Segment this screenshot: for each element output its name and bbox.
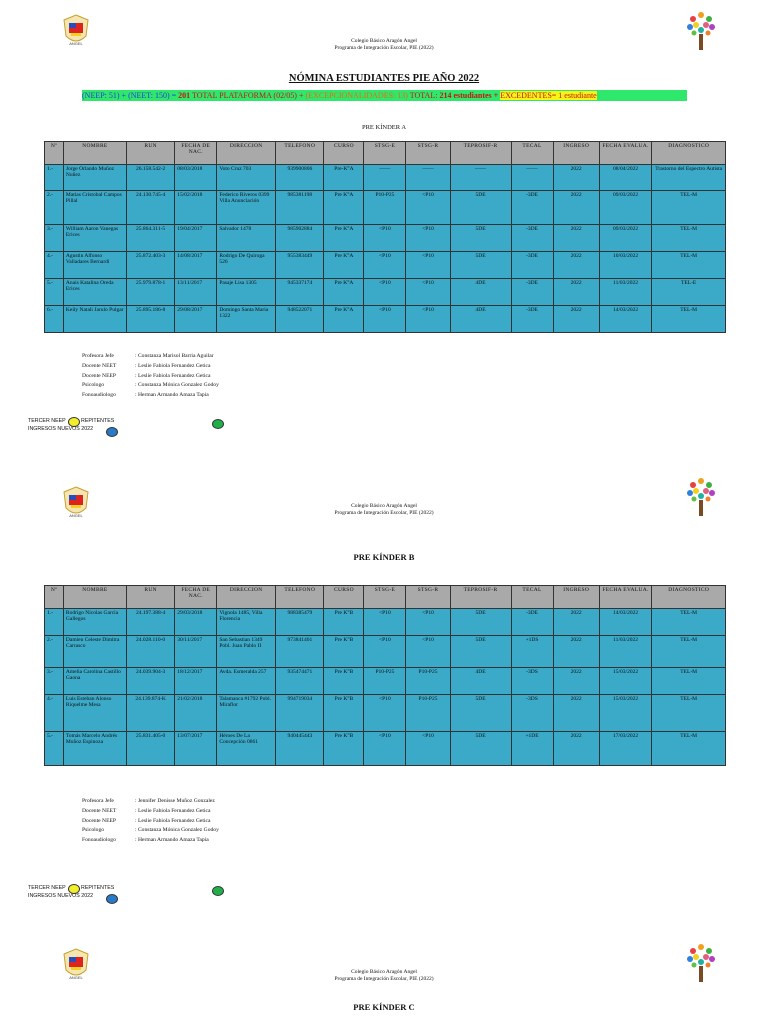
table-row bbox=[45, 252, 726, 279]
cell-diagnostico: TEL-M bbox=[652, 668, 726, 695]
program-name: Programa de Integración Escolar, PIE (2022) bbox=[334, 44, 434, 51]
column-header-fecha-nac: FECHA DE NAC. bbox=[175, 586, 217, 609]
cell-fecha-nac: 13/11/2017 bbox=[175, 279, 217, 306]
cell-teprosif-r: 5DE bbox=[450, 695, 511, 732]
cell-telefono: 988385479 bbox=[276, 609, 324, 636]
blue-dot-icon bbox=[106, 894, 118, 904]
staff-row bbox=[82, 826, 219, 836]
staff-role: Docente NEET bbox=[82, 807, 117, 814]
cell-direccion: Talamanca #1792 Pobl. Miraflor bbox=[217, 695, 276, 732]
cell-num: 3.- bbox=[45, 668, 64, 695]
svg-text:ANGEL: ANGEL bbox=[69, 41, 83, 46]
roster-table-prekinder-a bbox=[44, 141, 726, 333]
cell-tecal: -3DE bbox=[511, 279, 553, 306]
cell-run: 26.158.542-2 bbox=[126, 165, 174, 191]
staff-role: Docente NEET bbox=[82, 362, 117, 369]
cell-stsg-r: <P10 bbox=[406, 732, 450, 766]
cell-tecal: +1DS bbox=[511, 636, 553, 668]
tree-logo bbox=[680, 476, 722, 518]
staff-person: : Constanza Marisol Barria Aguilar bbox=[135, 353, 214, 359]
school-header bbox=[0, 969, 768, 982]
cell-nombre: Rodrigo Nicolas Garcia Gallegos bbox=[63, 609, 126, 636]
column-header-run: RUN bbox=[126, 142, 174, 165]
cell-direccion: Voto Cruz 703 bbox=[217, 165, 276, 191]
cell-tecal: -3DE bbox=[511, 252, 553, 279]
cell-run: 25.895.186-8 bbox=[126, 306, 174, 333]
cell-direccion: Federico Riveros 0399 Villa Anunciación bbox=[217, 191, 276, 225]
cell-fecha-evalua: 10/03/2022 bbox=[599, 252, 652, 279]
cell-nombre: Jorge Orlando Muñoz Nuñez bbox=[63, 165, 126, 191]
cell-diagnostico: Trastorno del Espectro Autista bbox=[652, 165, 726, 191]
cell-num: 6.- bbox=[45, 306, 64, 333]
cell-ingreso: 2022 bbox=[553, 732, 599, 766]
cell-ingreso: 2022 bbox=[553, 668, 599, 695]
cell-fecha-evalua: 09/03/2022 bbox=[599, 191, 652, 225]
column-header-diagnostico: DIAGNOSTICO bbox=[652, 586, 726, 609]
cell-tecal: -3DS bbox=[511, 668, 553, 695]
cell-run: 25.979.878-1 bbox=[126, 279, 174, 306]
staff-person: : Jennifer Denisse Muñoz Gonzalez bbox=[135, 798, 215, 804]
table-row bbox=[45, 668, 726, 695]
cell-nombre: Matias Cristobal Campos Pillal bbox=[63, 191, 126, 225]
cell-curso: Pre K°A bbox=[324, 279, 364, 306]
cell-fecha-evalua: 17/03/2022 bbox=[599, 732, 652, 766]
cell-nombre: Keily Natali Jarulo Pulgar bbox=[63, 306, 126, 333]
cell-diagnostico: TEL-M bbox=[652, 732, 726, 766]
cell-teprosif-r: 5DE bbox=[450, 732, 511, 766]
cell-teprosif-r: 4DE bbox=[450, 668, 511, 695]
cell-teprosif-r: 5DE bbox=[450, 225, 511, 252]
table-row bbox=[45, 695, 726, 732]
table-row bbox=[45, 636, 726, 668]
section-title-prekinder-b: PRE KÍNDER B bbox=[353, 552, 415, 562]
cell-direccion: Pasaje Lisa 1305 bbox=[217, 279, 276, 306]
cell-stsg-e: <P10 bbox=[364, 225, 406, 252]
cell-stsg-r: <P10 bbox=[406, 636, 450, 668]
cell-stsg-r: <P10 bbox=[406, 609, 450, 636]
green-dot-icon bbox=[212, 419, 224, 429]
cell-num: 1.- bbox=[45, 609, 64, 636]
cell-diagnostico: TEL-E bbox=[652, 279, 726, 306]
summary-excedentes: EXCEDENTES= 1 estudiante bbox=[500, 91, 597, 100]
legend-ingresos-nuevos: INGRESOS NUEVOS 2022 bbox=[28, 426, 94, 432]
cell-num: 5.- bbox=[45, 279, 64, 306]
cell-teprosif-r: 4DE bbox=[450, 306, 511, 333]
cell-nombre: Damien Celeste Dimitra Carrasco bbox=[63, 636, 126, 668]
column-header-nombre: NOMBRE bbox=[63, 142, 126, 165]
cell-num: 4.- bbox=[45, 252, 64, 279]
cell-fecha-evalua: 09/03/2022 bbox=[599, 225, 652, 252]
summary-total: 214 estudiantes + bbox=[439, 91, 501, 100]
page-2 bbox=[0, 470, 768, 940]
page-3 bbox=[0, 940, 768, 1024]
table-header-row bbox=[45, 586, 726, 609]
cell-fecha-evalua: 11/03/2022 bbox=[599, 279, 652, 306]
column-header-direccion: DIRECCION bbox=[217, 586, 276, 609]
cell-nombre: William Aaron Vanegas Erices bbox=[63, 225, 126, 252]
school-name: Colegio Básico Aragón Angel bbox=[351, 503, 417, 509]
cell-teprosif-r: 5DE bbox=[450, 191, 511, 225]
staff-role: Profesora Jefe bbox=[82, 353, 114, 359]
cell-run: 25.872.403-3 bbox=[126, 252, 174, 279]
green-dot-icon bbox=[212, 886, 224, 896]
summary-excepcionalidades: (EXCEPCIONALIDADES: 13) bbox=[305, 91, 408, 100]
staff-role: Psicologo bbox=[82, 382, 105, 389]
summary-bar bbox=[82, 90, 687, 101]
cell-ingreso: 2022 bbox=[553, 279, 599, 306]
column-header-ingreso: INGRESO bbox=[553, 586, 599, 609]
column-header-direccion: DIRECCION bbox=[217, 142, 276, 165]
cell-ingreso: 2022 bbox=[553, 165, 599, 191]
cell-stsg-e: <P10 bbox=[364, 636, 406, 668]
cell-telefono: 955383449 bbox=[276, 252, 324, 279]
cell-num: 1.- bbox=[45, 165, 64, 191]
column-header-tecal: TECAL bbox=[511, 142, 553, 165]
svg-text:ANGEL: ANGEL bbox=[69, 513, 83, 518]
cell-stsg-e: <P10 bbox=[364, 609, 406, 636]
column-header-telefono: TELEFONO bbox=[276, 142, 324, 165]
cell-stsg-e: —— bbox=[364, 165, 406, 191]
cell-stsg-e: <P10 bbox=[364, 732, 406, 766]
page-title: NÓMINA ESTUDIANTES PIE AÑO 2022 bbox=[288, 73, 480, 84]
column-header-stsg-r: STSG-R bbox=[406, 142, 450, 165]
cell-fecha-nac: 29/08/2017 bbox=[175, 306, 217, 333]
cell-stsg-e: P10-P25 bbox=[364, 668, 406, 695]
cell-tecal: -3DE bbox=[511, 225, 553, 252]
cell-fecha-nac: 19/04/2017 bbox=[175, 225, 217, 252]
cell-teprosif-r: 5DE bbox=[450, 252, 511, 279]
cell-stsg-e: P10-P25 bbox=[364, 191, 406, 225]
cell-ingreso: 2022 bbox=[553, 306, 599, 333]
staff-row bbox=[82, 372, 219, 382]
column-header-stsg-e: STSG-E bbox=[364, 142, 406, 165]
staff-row bbox=[82, 836, 219, 846]
staff-person: : Leslie Fabiola Fernandez Getica bbox=[135, 372, 211, 379]
cell-telefono: 940445443 bbox=[276, 732, 324, 766]
cell-curso: Pre K°B bbox=[324, 636, 364, 668]
cell-teprosif-r: 5DE bbox=[450, 609, 511, 636]
cell-telefono: 973841401 bbox=[276, 636, 324, 668]
column-header-teprosif-r: TEPROSIF-R bbox=[450, 142, 511, 165]
cell-stsg-r: <P10 bbox=[406, 306, 450, 333]
cell-curso: Pre K°A bbox=[324, 191, 364, 225]
column-header-curso: CURSO bbox=[324, 142, 364, 165]
legend-repitentes: REPITENTES bbox=[81, 418, 115, 424]
program-name: Programa de Integración Escolar, PIE (2022) bbox=[334, 509, 434, 516]
cell-curso: Pre K°B bbox=[324, 668, 364, 695]
cell-run: 24.130.745-4 bbox=[126, 191, 174, 225]
cell-ingreso: 2022 bbox=[553, 636, 599, 668]
tree-logo bbox=[680, 942, 722, 984]
cell-diagnostico: TEL-M bbox=[652, 695, 726, 732]
cell-fecha-evalua: 11/03/2022 bbox=[599, 636, 652, 668]
legend-repitentes: REPITENTES bbox=[81, 885, 115, 891]
column-header-num: Nº bbox=[45, 586, 64, 609]
column-header-fecha-nac: FECHA DE NAC. bbox=[175, 142, 217, 165]
staff-list-prekinder-a bbox=[82, 352, 219, 401]
staff-person: : Herman Armando Amaza Tapia bbox=[135, 392, 209, 399]
column-header-teprosif-r: TEPROSIF-R bbox=[450, 586, 511, 609]
staff-person: : Constanza Mónica Gonzalez Godoy bbox=[135, 382, 219, 389]
cell-fecha-evalua: 15/03/2022 bbox=[599, 668, 652, 695]
cell-ingreso: 2022 bbox=[553, 225, 599, 252]
cell-nombre: Amelia Carolina Castillo Gaona bbox=[63, 668, 126, 695]
cell-telefono: 935474471 bbox=[276, 668, 324, 695]
cell-num: 4.- bbox=[45, 695, 64, 732]
summary-neep-neet: (NEEP: 51) + (NEET: 150) = bbox=[82, 91, 179, 100]
summary-plataforma: TOTAL PLATAFORMA (02/05) + bbox=[190, 91, 306, 100]
staff-row bbox=[82, 807, 219, 817]
cell-telefono: 945337174 bbox=[276, 279, 324, 306]
cell-curso: Pre-K°A bbox=[324, 165, 364, 191]
column-header-run: RUN bbox=[126, 586, 174, 609]
table-header-row bbox=[45, 142, 726, 165]
staff-role: Fonoaudiologo bbox=[82, 392, 116, 399]
column-header-ingreso: INGRESO bbox=[553, 142, 599, 165]
program-name: Programa de Integración Escolar, PIE (2022) bbox=[334, 975, 434, 982]
school-header bbox=[0, 38, 768, 51]
column-header-diagnostico: DIAGNOSTICO bbox=[652, 142, 726, 165]
cell-stsg-r: —— bbox=[406, 165, 450, 191]
blue-dot-icon bbox=[106, 427, 118, 437]
column-header-stsg-r: STSG-R bbox=[406, 586, 450, 609]
summary-count: 201 bbox=[178, 91, 191, 100]
staff-role: Docente NEEP bbox=[82, 372, 117, 379]
section-label-prekinder-a: PRE KÍNDER A bbox=[361, 124, 407, 131]
cell-direccion: Domingo Santa Maria 1322 bbox=[217, 306, 276, 333]
cell-ingreso: 2022 bbox=[553, 695, 599, 732]
staff-row bbox=[82, 797, 219, 807]
table-row bbox=[45, 306, 726, 333]
staff-person: : Leslie Fabiola Fernandez Getica bbox=[135, 817, 211, 824]
cell-fecha-nac: 29/03/2018 bbox=[175, 609, 217, 636]
staff-list-prekinder-b bbox=[82, 797, 219, 846]
cell-stsg-r: P10-P25 bbox=[406, 668, 450, 695]
cell-fecha-nac: 30/11/2017 bbox=[175, 636, 217, 668]
staff-person: : Leslie Fabiola Fernandez Getica bbox=[135, 807, 211, 814]
cell-ingreso: 2022 bbox=[553, 609, 599, 636]
cell-num: 3.- bbox=[45, 225, 64, 252]
cell-teprosif-r: 5DE bbox=[450, 636, 511, 668]
cell-telefono: 985902884 bbox=[276, 225, 324, 252]
page-1 bbox=[0, 0, 768, 470]
cell-fecha-nac: 08/03/2018 bbox=[175, 165, 217, 191]
cell-run: 24.139.874-K bbox=[126, 695, 174, 732]
cell-diagnostico: TEL-M bbox=[652, 636, 726, 668]
cell-curso: Pre K°B bbox=[324, 732, 364, 766]
cell-diagnostico: TEL-M bbox=[652, 191, 726, 225]
cell-stsg-e: <P10 bbox=[364, 306, 406, 333]
staff-row bbox=[82, 352, 219, 362]
cell-nombre: Anais Katalina Oreda Erices bbox=[63, 279, 126, 306]
summary-total-label: TOTAL: bbox=[407, 91, 440, 100]
svg-text:ANGEL: ANGEL bbox=[69, 975, 83, 980]
table-row bbox=[45, 165, 726, 191]
cell-diagnostico: TEL-M bbox=[652, 609, 726, 636]
cell-num: 2.- bbox=[45, 191, 64, 225]
cell-direccion: Avda. Esmeralda 257 bbox=[217, 668, 276, 695]
column-header-curso: CURSO bbox=[324, 586, 364, 609]
staff-row bbox=[82, 817, 219, 827]
cell-tecal: -3DS bbox=[511, 695, 553, 732]
staff-role: Fonoaudiologo bbox=[82, 837, 116, 844]
column-header-fecha-evalua: FECHA EVALUA. bbox=[599, 586, 652, 609]
school-name: Colegio Básico Aragón Angel bbox=[351, 38, 417, 44]
table-row bbox=[45, 732, 726, 766]
section-title-prekinder-c: PRE KÍNDER C bbox=[353, 1002, 415, 1012]
cell-ingreso: 2022 bbox=[553, 191, 599, 225]
cell-teprosif-r: 4DE bbox=[450, 279, 511, 306]
cell-direccion: Rodrigo De Quiroga 526 bbox=[217, 252, 276, 279]
table-row bbox=[45, 279, 726, 306]
cell-stsg-r: <P10 bbox=[406, 191, 450, 225]
cell-direccion: San Sebastian 1349 Pobl. Juan Pablo II bbox=[217, 636, 276, 668]
legend bbox=[28, 885, 238, 909]
tree-logo bbox=[680, 10, 722, 52]
cell-fecha-evalua: 08/04/2022 bbox=[599, 165, 652, 191]
column-header-nombre: NOMBRE bbox=[63, 586, 126, 609]
cell-stsg-r: <P10 bbox=[406, 225, 450, 252]
cell-direccion: Héroes De La Concepción 0861 bbox=[217, 732, 276, 766]
column-header-fecha-evalua: FECHA EVALUA. bbox=[599, 142, 652, 165]
cell-nombre: Luis Esteban Alonso Riquelme Mesa bbox=[63, 695, 126, 732]
roster-table-prekinder-b bbox=[44, 585, 726, 766]
cell-fecha-evalua: 15/03/2022 bbox=[599, 695, 652, 732]
cell-stsg-e: <P10 bbox=[364, 695, 406, 732]
cell-tecal: +1DE bbox=[511, 732, 553, 766]
staff-role: Profesora Jefe bbox=[82, 798, 114, 804]
staff-row bbox=[82, 362, 219, 372]
staff-row bbox=[82, 381, 219, 391]
cell-direccion: Salvador 1478 bbox=[217, 225, 276, 252]
cell-telefono: 948522071 bbox=[276, 306, 324, 333]
cell-nombre: Agustin Alfonso Valladares Bernardi bbox=[63, 252, 126, 279]
cell-stsg-r: <P10 bbox=[406, 252, 450, 279]
cell-curso: Pre K°A bbox=[324, 225, 364, 252]
cell-tecal: -3DE bbox=[511, 609, 553, 636]
cell-curso: Pre K°B bbox=[324, 695, 364, 732]
cell-direccion: Vignola 1485, Villa Florencia bbox=[217, 609, 276, 636]
cell-curso: Pre K°B bbox=[324, 609, 364, 636]
cell-stsg-r: <P10 bbox=[406, 279, 450, 306]
column-header-num: Nº bbox=[45, 142, 64, 165]
cell-stsg-r: P10-P25 bbox=[406, 695, 450, 732]
cell-run: 24.197.388-4 bbox=[126, 609, 174, 636]
staff-role: Psicologo bbox=[82, 827, 105, 834]
column-header-telefono: TELEFONO bbox=[276, 586, 324, 609]
staff-person: : Constanza Mónica Gonzalez Godoy bbox=[135, 827, 219, 834]
legend-ingresos-nuevos: INGRESOS NUEVOS 2022 bbox=[28, 893, 94, 899]
cell-run: 24.039.904-3 bbox=[126, 668, 174, 695]
cell-fecha-nac: 13/07/2017 bbox=[175, 732, 217, 766]
cell-ingreso: 2022 bbox=[553, 252, 599, 279]
cell-curso: Pre K°A bbox=[324, 306, 364, 333]
cell-run: 24.028.110-0 bbox=[126, 636, 174, 668]
cell-stsg-e: <P10 bbox=[364, 279, 406, 306]
column-header-tecal: TECAL bbox=[511, 586, 553, 609]
cell-fecha-evalua: 14/03/2022 bbox=[599, 306, 652, 333]
cell-fecha-nac: 14/08/2017 bbox=[175, 252, 217, 279]
legend bbox=[28, 418, 238, 442]
cell-tecal: —— bbox=[511, 165, 553, 191]
cell-telefono: 985381198 bbox=[276, 191, 324, 225]
cell-stsg-e: <P10 bbox=[364, 252, 406, 279]
staff-person: : Herman Armando Amaza Tapia bbox=[135, 837, 209, 844]
cell-teprosif-r: —— bbox=[450, 165, 511, 191]
school-name: Colegio Básico Aragón Angel bbox=[351, 969, 417, 975]
cell-fecha-nac: 15/02/2018 bbox=[175, 191, 217, 225]
column-header-stsg-e: STSG-E bbox=[364, 586, 406, 609]
cell-num: 2.- bbox=[45, 636, 64, 668]
staff-person: : Leslie Fabiola Fernandez Getica bbox=[135, 362, 211, 369]
cell-run: 25.831.405-0 bbox=[126, 732, 174, 766]
staff-role: Docente NEEP bbox=[82, 817, 117, 824]
cell-diagnostico: TEL-M bbox=[652, 252, 726, 279]
cell-telefono: 939900806 bbox=[276, 165, 324, 191]
cell-tecal: -3DE bbox=[511, 191, 553, 225]
cell-num: 5.- bbox=[45, 732, 64, 766]
cell-diagnostico: TEL-M bbox=[652, 306, 726, 333]
table-row bbox=[45, 609, 726, 636]
cell-fecha-evalua: 14/03/2022 bbox=[599, 609, 652, 636]
legend-tercer-neep: TERCER NEEP bbox=[28, 885, 66, 891]
cell-fecha-nac: 21/02/2018 bbox=[175, 695, 217, 732]
school-header bbox=[0, 503, 768, 516]
cell-curso: Pre K°A bbox=[324, 252, 364, 279]
cell-tecal: -3DE bbox=[511, 306, 553, 333]
staff-row bbox=[82, 391, 219, 401]
cell-nombre: Tomás Marcelo Andrés Muñoz Espinoza bbox=[63, 732, 126, 766]
cell-run: 25.864.311-5 bbox=[126, 225, 174, 252]
cell-telefono: 994719034 bbox=[276, 695, 324, 732]
table-row bbox=[45, 191, 726, 225]
table-row bbox=[45, 225, 726, 252]
cell-diagnostico: TEL-M bbox=[652, 225, 726, 252]
cell-fecha-nac: 18/12/2017 bbox=[175, 668, 217, 695]
legend-tercer-neep: TERCER NEEP bbox=[28, 418, 66, 424]
